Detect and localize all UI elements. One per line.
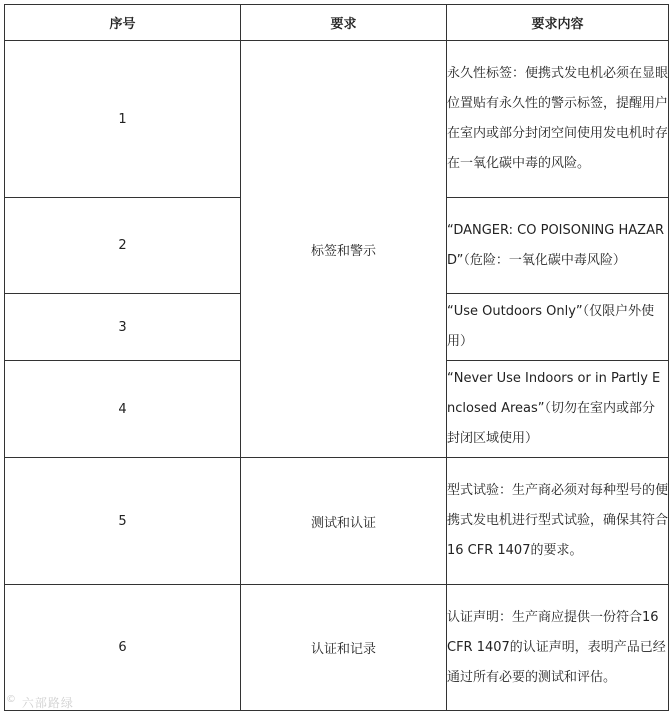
row-number: 6 [5, 585, 241, 711]
table-row [5, 585, 669, 711]
requirement-content: “DANGER: CO POISONING HAZARD”（危险：一氧化碳中毒风险） [447, 198, 669, 294]
table-row [5, 458, 669, 585]
watermark [6, 694, 74, 711]
requirement-content: “Use Outdoors Only”（仅限户外使用） [447, 294, 669, 361]
category-cell: 测试和认证 [241, 458, 447, 585]
header-row [5, 5, 669, 41]
requirements-table [4, 4, 669, 711]
requirement-content: 型式试验：生产商必须对每种型号的便携式发电机进行型式试验，确保其符合16 CFR 1407的要求。 [447, 458, 669, 585]
header-index: 序号 [5, 5, 241, 41]
requirement-content: 永久性标签：便携式发电机必须在显眼位置贴有永久性的警示标签，提醒用户在室内或部分封闭空间使用发电机时存在一氧化碳中毒的风险。 [447, 41, 669, 198]
header-requirement: 要求 [241, 5, 447, 41]
row-number: 1 [5, 41, 241, 198]
watermark-text: 六部路绿 [21, 696, 74, 710]
watermark-mark: © [6, 694, 17, 705]
category-cell: 认证和记录 [241, 585, 447, 711]
row-number: 3 [5, 294, 241, 361]
row-number: 5 [5, 458, 241, 585]
row-number: 4 [5, 361, 241, 458]
table-row [5, 41, 669, 198]
requirement-content: 认证声明：生产商应提供一份符合16 CFR 1407的认证声明，表明产品已经通过所有必要的测试和评估。 [447, 585, 669, 711]
category-cell: 标签和警示 [241, 41, 447, 458]
row-number: 2 [5, 198, 241, 294]
requirement-content: “Never Use Indoors or in Partly Enclosed Areas”（切勿在室内或部分封闭区域使用） [447, 361, 669, 458]
header-requirement-content: 要求内容 [447, 5, 669, 41]
